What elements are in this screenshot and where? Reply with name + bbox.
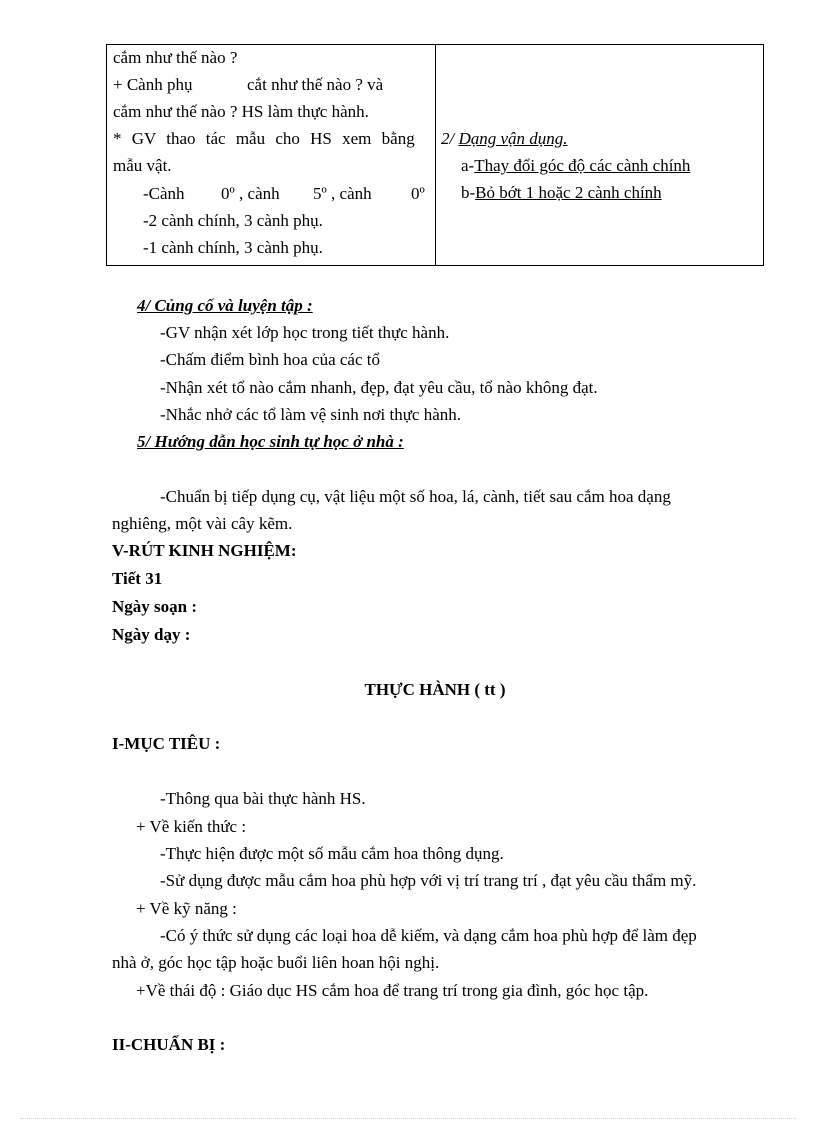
objectives-line: + Về kiến thức : [136,817,247,836]
table-left-line: cắm như thế nào ? [113,48,238,67]
table-right-item-b: b-Bỏ bớt 1 hoặc 2 cành chính [461,183,662,202]
objectives-line: -Sử dụng được mẫu cắm hoa phù hợp với vị trí trang trí , đạt yêu cầu thẩm mỹ. [160,871,697,890]
table-left-line [113,129,429,149]
preparation-date-label: Ngày soạn : [112,597,198,616]
table-column-divider [435,45,436,265]
table-left-text: 5º , cành [313,184,372,203]
objectives-line: + Về kỹ năng : [136,899,237,918]
lesson-table [106,44,764,266]
objectives-line: +Về thái độ : Giáo dục HS cắm hoa để trang trí trong gia đình, góc học tập. [136,981,649,1000]
teaching-date-label: Ngày dạy : [112,625,191,644]
table-left-text: 0º , cành [221,184,280,203]
objectives-heading: I-MỤC TIÊU : [112,734,221,753]
objectives-line: nhà ở, góc học tập hoặc buổi liên hoan hội nghị. [112,953,440,972]
table-left-text: + Cành phụ [113,75,193,94]
section-4-title: 4/ Củng cố và luyện tập : [137,296,313,315]
table-left-line: mẫu vật. [113,156,172,175]
table-left-line: -2 cành chính, 3 cành phụ. [143,211,323,230]
objectives-line: -Thông qua bài thực hành HS. [160,789,366,808]
table-left-text: 0º [411,184,425,203]
section-5-paragraph-line: nghiêng, một vài cây kẽm. [112,514,293,533]
lesson-number: Tiết 31 [112,569,163,588]
section-4-item: -Chấm điểm bình hoa của các tổ [160,350,380,369]
section-5-title: 5/ Hướng dẫn học sinh tự học ở nhà : [137,432,404,451]
rut-kinh-nghiem-heading: V-RÚT KINH NGHIỆM: [112,541,297,560]
objectives-line: -Có ý thức sử dụng các loại hoa dễ kiếm, và dạng cắm hoa phù hợp để làm đẹp [160,926,697,945]
section-5-paragraph-line: -Chuẩn bị tiếp dụng cụ, vật liệu một số hoa, lá, cành, tiết sau cắm hoa dạng [160,487,671,506]
table-right-item-a: a-Thay đổi góc độ các cành chính [461,156,691,175]
table-left-line: cắm như thế nào ? HS làm thực hành. [113,102,369,121]
table-left-line: -1 cành chính, 3 cành phụ. [143,238,323,257]
table-left-text: -Cành [143,184,185,203]
section-4-item: -Nhắc nhở các tổ làm vệ sinh nơi thực hành. [160,405,461,424]
table-left-text: cắt như thế nào ? và [247,75,384,94]
preparation-heading: II-CHUẨN BỊ : [112,1035,226,1054]
section-4-item: -Nhận xét tổ nào cắm nhanh, đẹp, đạt yêu cầu, tổ nào không đạt. [160,378,598,397]
table-right-heading: 2/ Dạng vận dụng. [441,129,568,148]
table-left-line [113,75,429,95]
objectives-line: -Thực hiện được một số mẫu cắm hoa thông dụng. [160,844,504,863]
lesson-title: THỰC HÀNH ( tt ) [364,680,506,699]
page-bottom-dotted-line [20,1118,796,1119]
section-4-item: -GV nhận xét lớp học trong tiết thực hành. [160,323,450,342]
table-left-text: * GV thao tác mẫu cho HS xem bằng [113,129,415,148]
